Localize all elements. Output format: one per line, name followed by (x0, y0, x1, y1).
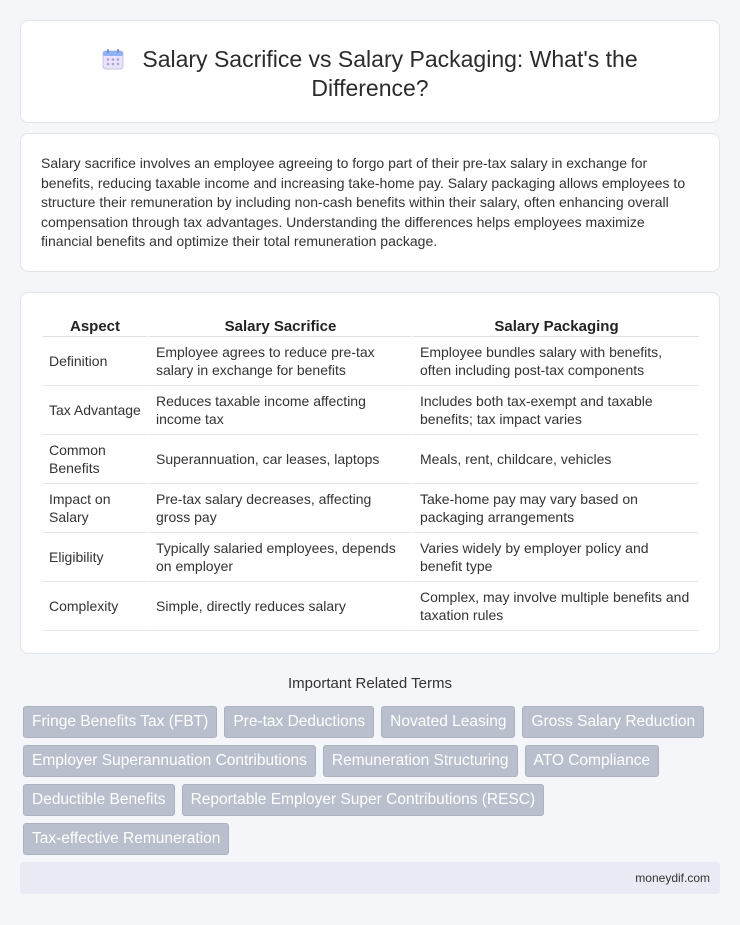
row-packaging: Complex, may involve multiple benefits and taxation rules (411, 582, 699, 631)
table-row (43, 484, 699, 533)
table-header-row (43, 315, 699, 337)
footer-site[interactable]: moneydif.com (635, 871, 710, 885)
row-sacrifice: Reduces taxable income affecting income tax (147, 386, 411, 435)
row-sacrifice: Employee agrees to reduce pre-tax salary in exchange for benefits (147, 337, 411, 386)
row-sacrifice: Typically salaried employees, depends on employer (147, 533, 411, 582)
related-term-tag[interactable]: Pre-tax Deductions (224, 706, 374, 738)
related-term-tag[interactable]: Employer Superannuation Contributions (23, 745, 316, 777)
table-row (43, 582, 699, 631)
row-aspect: Common Benefits (43, 435, 147, 484)
table-row (43, 386, 699, 435)
table-row (43, 337, 699, 386)
row-packaging: Take-home pay may vary based on packaging arrangements (411, 484, 699, 533)
row-sacrifice: Pre-tax salary decreases, affecting gross pay (147, 484, 411, 533)
related-term-tag[interactable]: ATO Compliance (525, 745, 660, 777)
related-term-tag[interactable]: Tax-effective Remuneration (23, 823, 229, 855)
row-packaging: Employee bundles salary with benefits, often including post-tax components (411, 337, 699, 386)
row-packaging: Meals, rent, childcare, vehicles (411, 435, 699, 484)
row-packaging: Varies widely by employer policy and benefit type (411, 533, 699, 582)
header-salary-packaging: Salary Packaging (411, 315, 699, 337)
related-term-tag[interactable]: Novated Leasing (381, 706, 515, 738)
related-term-tag[interactable]: Gross Salary Reduction (522, 706, 704, 738)
row-packaging: Includes both tax-exempt and taxable benefits; tax impact varies (411, 386, 699, 435)
related-term-tag[interactable]: Remuneration Structuring (323, 745, 518, 777)
related-term-tag[interactable]: Reportable Employer Super Contributions (RESC) (182, 784, 545, 816)
header-aspect: Aspect (43, 315, 147, 337)
comparison-table (43, 315, 699, 631)
row-sacrifice: Superannuation, car leases, laptops (147, 435, 411, 484)
title-card (20, 20, 720, 123)
related-term-tag[interactable]: Deductible Benefits (23, 784, 175, 816)
related-terms-list (23, 706, 723, 855)
calendar-icon (102, 48, 124, 70)
page-title: Salary Sacrifice vs Salary Packaging: What's the Difference? (142, 46, 638, 101)
row-aspect: Definition (43, 337, 147, 386)
related-term-tag[interactable]: Fringe Benefits Tax (FBT) (23, 706, 217, 738)
description-card (20, 133, 720, 272)
row-aspect: Impact on Salary (43, 484, 147, 533)
row-sacrifice: Simple, directly reduces salary (147, 582, 411, 631)
table-row (43, 533, 699, 582)
header-salary-sacrifice: Salary Sacrifice (147, 315, 411, 337)
row-aspect: Eligibility (43, 533, 147, 582)
related-terms-title: Important Related Terms (288, 675, 452, 692)
table-row (43, 435, 699, 484)
row-aspect: Complexity (43, 582, 147, 631)
comparison-card (20, 292, 720, 654)
footer (20, 862, 720, 894)
page-title-wrap (21, 45, 719, 103)
row-aspect: Tax Advantage (43, 386, 147, 435)
description-text: Salary sacrifice involves an employee agreeing to forgo part of their pre-tax salary in exchange for benefits, reducing taxable income and increasing take-home pay. Salary packaging allows employees to structure their remuneration by including non-cash benefits within their salary, often enhancing overall compensation through tax advantages. Understanding the differences helps employees maximize financial benefits and optimize their total remuneration package. (41, 155, 686, 249)
